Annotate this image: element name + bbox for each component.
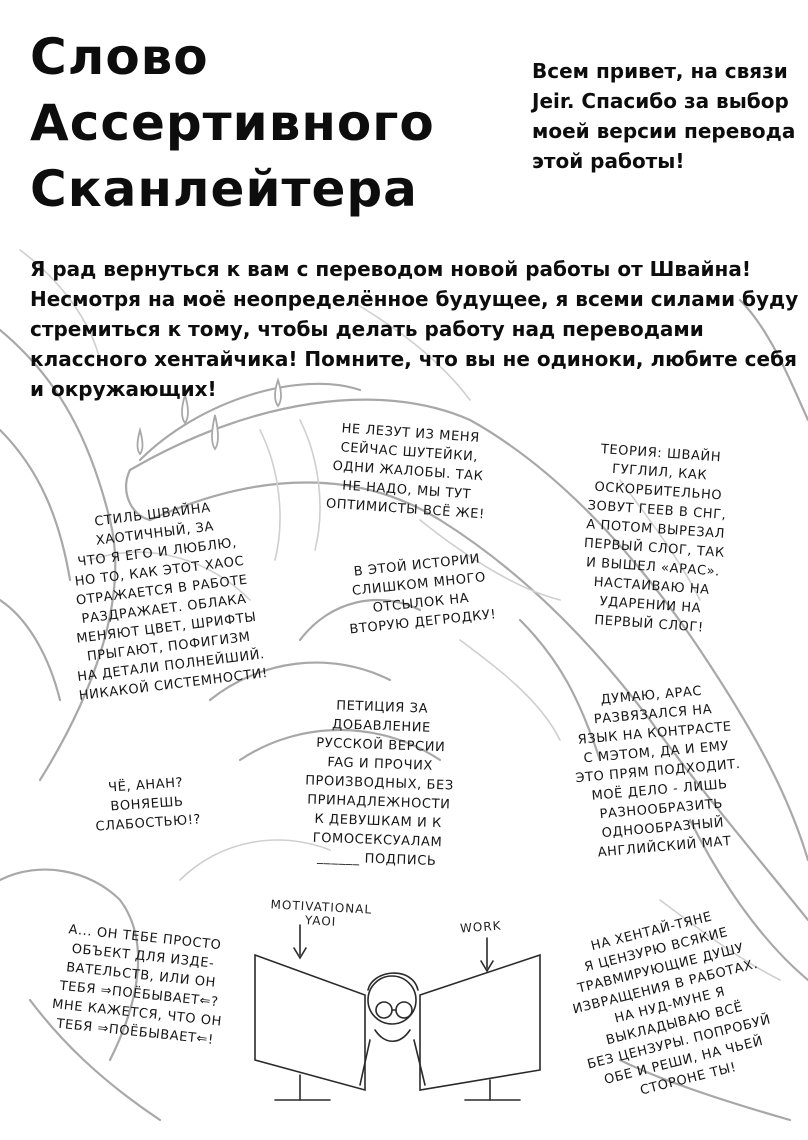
title-line-3: Сканлейтера (30, 160, 418, 218)
intro-paragraph: Я рад вернуться к вам с переводом новой работы от Швайна! Несмотря на моё неопределённое будущее, я всеми силами буду стремиться к тому, чтобы делать работу над переводами классного хентайчика! Помните, что вы не одиноки, любите себя и окружающих! (30, 257, 799, 401)
title-line-2: Ассертивного (30, 94, 435, 152)
note-aras-language: ДУМАЮ, АРАС РАЗВЯЗАЛСЯ НА ЯЗЫК НА КОНТРАСТЕ С МЭТОМ, ДА И ЕМУ ЭТО ПРЯМ ПОДХОДИТ. МОЁ ДЕЛО - ЛИШЬ РАЗНООБРАЗИТЬ ОДНООБРАЗНЫЙ АНГЛИЙСКИЙ МАТ (574, 683, 742, 861)
note-style: СТИЛЬ ШВАЙНА ХАОТИЧНЫЙ, ЗА ЧТО Я ЕГО И ЛЮБЛЮ, НО ТО, КАК ЭТОТ ХАОС ОТРАЖАЕТСЯ В РАБОТЕ РАЗДРАЖАЕТ. ОБЛАКА МЕНЯЮТ ЦВЕТ, ШРИФТЫ ПРЫГАЮТ, ПОФИГИЗМ НА ДЕТАЛИ ПОЛНЕЙШИЙ. НИКАКОЙ СИСТЕМНОСТИ! (73, 500, 269, 704)
drawing-label-work: WORK (459, 918, 502, 936)
note-anan: ЧЁ, АНАН? ВОНЯЕШЬ СЛАБОСТЬЮ!? (95, 775, 202, 835)
page-title (30, 24, 435, 222)
note-theory: ТЕОРИЯ: ШВАЙН ГУГЛИЛ, КАК ОСКОРБИТЕЛЬНО ЗОВУТ ГЕЕВ В СНГ, А ПОТОМ ВЫРЕЗАЛ ПЕРВЫЙ СЛОГ, ТАК И ВЫШЕЛ «АРАС». НАСТАИВАЮ НА УДАРЕНИИ НА ПЕРВЫЙ СЛОГ! (583, 442, 727, 636)
note-petition: ПЕТИЦИЯ ЗА ДОБАВЛЕНИЕ РУССКОЙ ВЕРСИИ FAG И ПРОЧИХ ПРОИЗВОДНЫХ, БЕЗ ПРИНАДЛЕЖНОСТИ К ДЕВУШКАМ И К ГОМОСЕКСУАЛАМ ______ ПОДПИСЬ (304, 698, 455, 870)
title-line-1: Слово (30, 28, 209, 86)
note-references: В ЭТОЙ ИСТОРИИ СЛИШКОМ МНОГО ОТСЫЛОК НА ВТОРУЮ ДЕГРОДКУ! (348, 551, 498, 638)
note-complaints: НЕ ЛЕЗУТ ИЗ МЕНЯ СЕЙЧАС ШУТЕЙКИ, ОДНИ ЖАЛОБЫ. ТАК НЕ НАДО, МЫ ТУТ ОПТИМИСТЫ ВСЁ ЖЕ! (325, 421, 486, 523)
greeting-text: Всем привет, на связи Jeir. Спасибо за выбор моей версии перевода этой работы! (532, 59, 796, 173)
drawing-label-motivational: MOTIVATIONAL YAOI (270, 897, 373, 929)
note-censorship: НА ХЕНТАЙ-ТЯНЕ Я ЦЕНЗУРЮ ВСЯКИЕ ТРАВМИРУЮЩИЕ ДУШУ ИЗВРАЩЕНИЯ В РАБОТАХ. НА НУД-МУНЕ Я ВЫКЛАДЫВАЮ ВСЁ БЕЗ ЦЕНЗУРЫ. ПОПРОБУЙ ОБЕ И РЕШИ, НА ЧЬЕЙ СТОРОНЕ ТЫ! (571, 909, 773, 1099)
note-object: А... ОН ТЕБЕ ПРОСТО ОБЪЕКТ ДЛЯ ИЗДЕ- ВАТЕЛЬСТВ, ИЛИ ОН ТЕБЯ ⇒ПОЁБЫВАЕТ⇐? МНЕ КАЖЕТСЯ, ЧТО ОН ТЕБЯ ⇒ПОЁБЫВАЕТ⇐! (51, 922, 223, 1048)
